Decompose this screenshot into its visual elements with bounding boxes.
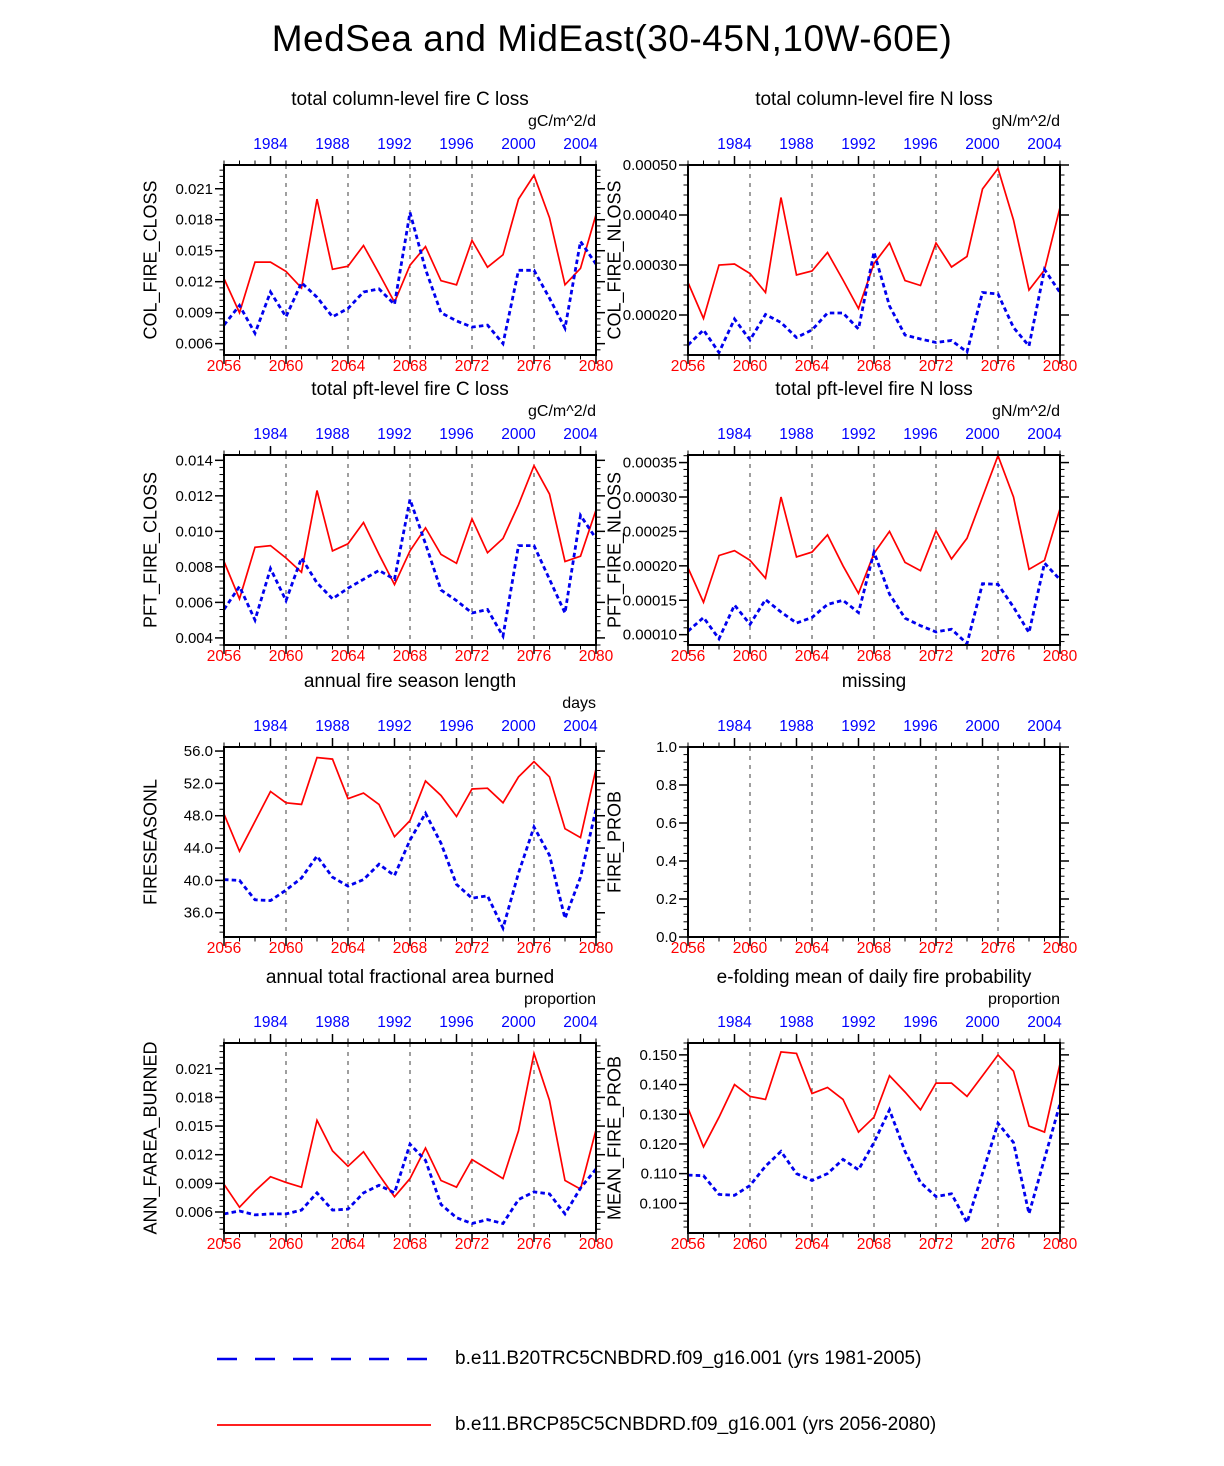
svg-text:2072: 2072 — [454, 358, 490, 375]
svg-text:1988: 1988 — [779, 718, 814, 735]
svg-text:2004: 2004 — [563, 136, 598, 153]
svg-text:2068: 2068 — [392, 1236, 428, 1253]
svg-text:0.4: 0.4 — [656, 853, 677, 870]
svg-text:2064: 2064 — [330, 1236, 366, 1253]
svg-text:2000: 2000 — [501, 136, 536, 153]
svg-text:1988: 1988 — [315, 136, 350, 153]
units-label: proportion — [523, 991, 596, 1008]
svg-text:1988: 1988 — [779, 136, 814, 153]
svg-text:2004: 2004 — [1027, 1014, 1062, 1031]
svg-text:2060: 2060 — [732, 648, 768, 665]
svg-text:0.130: 0.130 — [639, 1106, 677, 1124]
svg-text:2068: 2068 — [856, 1236, 892, 1253]
svg-text:0.008: 0.008 — [175, 558, 213, 576]
svg-text:2076: 2076 — [516, 940, 552, 957]
units-label: gC/m^2/d — [528, 113, 596, 130]
svg-text:2004: 2004 — [563, 1014, 598, 1031]
svg-text:0.00030: 0.00030 — [622, 257, 677, 274]
svg-text:1.0: 1.0 — [656, 739, 677, 756]
svg-text:2060: 2060 — [268, 648, 304, 665]
svg-text:2064: 2064 — [794, 648, 830, 665]
svg-text:2076: 2076 — [980, 940, 1016, 957]
panel-mean-fire-prob — [560, 953, 1120, 1253]
svg-text:2060: 2060 — [732, 940, 768, 957]
svg-text:1992: 1992 — [841, 426, 876, 443]
svg-text:0.00020: 0.00020 — [622, 557, 677, 575]
svg-text:1996: 1996 — [903, 718, 938, 735]
panel-title: annual total fractional area burned — [265, 967, 555, 988]
svg-text:2068: 2068 — [856, 940, 892, 957]
svg-text:40.0: 40.0 — [183, 872, 213, 890]
svg-text:52.0: 52.0 — [183, 775, 213, 793]
svg-text:0.014: 0.014 — [175, 452, 213, 470]
y-axis-label: PFT_FIRE_NLOSS — [604, 471, 625, 629]
svg-text:2004: 2004 — [1027, 426, 1062, 443]
svg-text:2080: 2080 — [578, 648, 614, 665]
svg-text:1996: 1996 — [439, 136, 474, 153]
plot-area — [560, 953, 1120, 1253]
svg-text:0.021: 0.021 — [175, 1060, 213, 1078]
svg-text:1992: 1992 — [841, 718, 876, 735]
y-axis-label: FIRESEASONL — [140, 778, 161, 906]
svg-text:48.0: 48.0 — [183, 807, 213, 825]
svg-text:36.0: 36.0 — [183, 904, 213, 922]
svg-text:44.0: 44.0 — [183, 840, 213, 858]
svg-text:2072: 2072 — [454, 1236, 490, 1253]
svg-text:0.015: 0.015 — [175, 1118, 213, 1136]
svg-text:2080: 2080 — [1042, 358, 1078, 375]
units-label: gC/m^2/d — [528, 403, 596, 420]
y-axis-label: PFT_FIRE_CLOSS — [140, 471, 161, 629]
svg-text:2068: 2068 — [856, 648, 892, 665]
svg-text:0.010: 0.010 — [175, 523, 213, 541]
panel-col-fire-nloss — [560, 75, 1120, 375]
legend-label-rcp85: b.e11.BRCP85C5CNBDRD.f09_g16.001 (yrs 2056-2080) — [455, 1414, 937, 1435]
svg-text:2000: 2000 — [965, 718, 1000, 735]
panel-title: total pft-level fire N loss — [775, 379, 973, 400]
legend-dashed-line-icon — [215, 1354, 433, 1364]
svg-text:0.00020: 0.00020 — [622, 307, 677, 324]
svg-text:1984: 1984 — [717, 136, 752, 153]
svg-text:2056: 2056 — [206, 358, 242, 375]
svg-text:0.0: 0.0 — [656, 929, 677, 946]
svg-text:2056: 2056 — [206, 940, 242, 957]
svg-text:1996: 1996 — [903, 136, 938, 153]
svg-text:2004: 2004 — [563, 426, 598, 443]
legend-label-historical: b.e11.B20TRC5CNBDRD.f09_g16.001 (yrs 1981-2005) — [455, 1348, 922, 1369]
svg-text:0.012: 0.012 — [175, 273, 213, 291]
svg-text:0.018: 0.018 — [175, 211, 213, 229]
svg-text:2056: 2056 — [670, 1236, 706, 1253]
svg-text:2080: 2080 — [578, 358, 614, 375]
svg-text:2080: 2080 — [1042, 1236, 1078, 1253]
plot-area — [560, 75, 1120, 375]
svg-text:2004: 2004 — [1027, 136, 1062, 153]
svg-text:2068: 2068 — [392, 358, 428, 375]
svg-text:0.00015: 0.00015 — [622, 592, 677, 610]
svg-text:2060: 2060 — [268, 940, 304, 957]
y-axis-label: FIRE_PROB — [604, 790, 625, 894]
svg-text:0.8: 0.8 — [656, 777, 677, 794]
svg-text:0.015: 0.015 — [175, 242, 213, 260]
y-axis-label: COL_FIRE_CLOSS — [140, 180, 161, 340]
svg-text:2068: 2068 — [392, 648, 428, 665]
svg-text:0.018: 0.018 — [175, 1089, 213, 1107]
svg-text:2064: 2064 — [330, 648, 366, 665]
svg-text:1992: 1992 — [377, 426, 412, 443]
svg-text:0.009: 0.009 — [175, 1175, 213, 1193]
svg-text:0.012: 0.012 — [175, 1146, 213, 1164]
svg-text:0.021: 0.021 — [175, 180, 213, 198]
svg-text:0.004: 0.004 — [175, 629, 213, 647]
svg-text:2056: 2056 — [670, 358, 706, 375]
units-label: gN/m^2/d — [992, 403, 1060, 420]
svg-text:1996: 1996 — [903, 426, 938, 443]
svg-text:2000: 2000 — [965, 136, 1000, 153]
svg-text:0.006: 0.006 — [175, 335, 213, 353]
svg-text:2072: 2072 — [454, 940, 490, 957]
svg-text:1988: 1988 — [779, 1014, 814, 1031]
svg-text:2000: 2000 — [965, 1014, 1000, 1031]
svg-text:2076: 2076 — [980, 358, 1016, 375]
svg-text:0.00050: 0.00050 — [622, 157, 677, 174]
svg-text:1984: 1984 — [253, 718, 288, 735]
svg-text:1988: 1988 — [779, 426, 814, 443]
svg-text:2076: 2076 — [980, 648, 1016, 665]
svg-text:0.100: 0.100 — [639, 1195, 677, 1213]
svg-text:2072: 2072 — [918, 358, 954, 375]
svg-text:1984: 1984 — [253, 1014, 288, 1031]
svg-text:1996: 1996 — [439, 1014, 474, 1031]
plot-area — [560, 657, 1120, 957]
svg-text:1988: 1988 — [315, 718, 350, 735]
svg-text:0.120: 0.120 — [639, 1135, 677, 1153]
svg-text:0.012: 0.012 — [175, 487, 213, 505]
svg-text:0.00010: 0.00010 — [622, 626, 677, 644]
svg-text:2060: 2060 — [268, 1236, 304, 1253]
svg-text:1988: 1988 — [315, 1014, 350, 1031]
svg-text:1996: 1996 — [439, 426, 474, 443]
svg-text:0.006: 0.006 — [175, 1203, 213, 1221]
svg-text:2080: 2080 — [578, 940, 614, 957]
panel-title: e-folding mean of daily fire probability — [716, 967, 1032, 988]
svg-text:0.00025: 0.00025 — [622, 523, 677, 541]
y-axis-label: MEAN_FIRE_PROB — [604, 1055, 625, 1221]
svg-text:0.00035: 0.00035 — [622, 454, 677, 472]
panel-title: total column-level fire C loss — [291, 89, 529, 110]
svg-text:1988: 1988 — [315, 426, 350, 443]
legend-solid-line-icon — [215, 1420, 433, 1430]
svg-text:1992: 1992 — [377, 718, 412, 735]
y-axis-label: ANN_FAREA_BURNED — [140, 1041, 161, 1235]
y-axis-label: COL_FIRE_NLOSS — [604, 180, 625, 340]
svg-text:0.009: 0.009 — [175, 304, 213, 322]
svg-text:2076: 2076 — [980, 1236, 1016, 1253]
svg-text:2064: 2064 — [794, 940, 830, 957]
svg-text:2080: 2080 — [1042, 940, 1078, 957]
svg-text:2064: 2064 — [794, 358, 830, 375]
svg-text:1984: 1984 — [717, 1014, 752, 1031]
panel-fire-prob-missing — [560, 657, 1120, 957]
panel-title: total column-level fire N loss — [755, 89, 993, 110]
svg-text:1984: 1984 — [253, 136, 288, 153]
svg-text:2072: 2072 — [918, 940, 954, 957]
svg-text:1996: 1996 — [903, 1014, 938, 1031]
svg-text:0.150: 0.150 — [639, 1046, 677, 1064]
svg-text:2072: 2072 — [454, 648, 490, 665]
svg-text:1984: 1984 — [717, 718, 752, 735]
svg-text:2068: 2068 — [392, 940, 428, 957]
svg-text:0.2: 0.2 — [656, 891, 677, 908]
svg-text:2056: 2056 — [670, 648, 706, 665]
plot-area — [560, 365, 1120, 665]
svg-text:0.110: 0.110 — [640, 1165, 677, 1183]
svg-text:2064: 2064 — [794, 1236, 830, 1253]
svg-text:2056: 2056 — [670, 940, 706, 957]
units-label: days — [562, 695, 596, 712]
panel-title: total pft-level fire C loss — [311, 379, 509, 400]
svg-text:1992: 1992 — [841, 136, 876, 153]
svg-text:2060: 2060 — [732, 1236, 768, 1253]
svg-text:2068: 2068 — [856, 358, 892, 375]
svg-text:2064: 2064 — [330, 940, 366, 957]
svg-text:2072: 2072 — [918, 1236, 954, 1253]
svg-text:2000: 2000 — [965, 426, 1000, 443]
svg-text:2076: 2076 — [516, 1236, 552, 1253]
panel-title: annual fire season length — [303, 671, 517, 692]
svg-text:0.140: 0.140 — [639, 1076, 677, 1094]
svg-text:2076: 2076 — [516, 648, 552, 665]
svg-text:1992: 1992 — [377, 136, 412, 153]
svg-text:2080: 2080 — [578, 1236, 614, 1253]
svg-text:2076: 2076 — [516, 358, 552, 375]
svg-text:2080: 2080 — [1042, 648, 1078, 665]
svg-text:2000: 2000 — [501, 426, 536, 443]
units-label: gN/m^2/d — [992, 113, 1060, 130]
svg-text:0.006: 0.006 — [175, 594, 213, 612]
svg-text:2004: 2004 — [1027, 718, 1062, 735]
svg-text:2056: 2056 — [206, 1236, 242, 1253]
legend-item-historical — [215, 1348, 921, 1370]
svg-text:0.00040: 0.00040 — [622, 207, 677, 224]
svg-text:2060: 2060 — [732, 358, 768, 375]
svg-text:1996: 1996 — [439, 718, 474, 735]
units-label: proportion — [987, 991, 1060, 1008]
svg-text:1984: 1984 — [717, 426, 752, 443]
legend-item-rcp85 — [215, 1414, 936, 1436]
svg-text:0.6: 0.6 — [656, 815, 677, 832]
svg-text:2064: 2064 — [330, 358, 366, 375]
svg-text:2072: 2072 — [918, 648, 954, 665]
svg-text:2056: 2056 — [206, 648, 242, 665]
svg-text:1992: 1992 — [377, 1014, 412, 1031]
page-title: MedSea and MidEast(30-45N,10W-60E) — [271, 18, 953, 59]
svg-text:2000: 2000 — [501, 718, 536, 735]
panel-title: missing — [841, 671, 907, 692]
svg-text:1992: 1992 — [841, 1014, 876, 1031]
svg-text:1984: 1984 — [253, 426, 288, 443]
panel-pft-fire-nloss — [560, 365, 1120, 665]
svg-text:56.0: 56.0 — [183, 743, 213, 761]
svg-text:2000: 2000 — [501, 1014, 536, 1031]
svg-text:2004: 2004 — [563, 718, 598, 735]
svg-text:2060: 2060 — [268, 358, 304, 375]
svg-text:0.00030: 0.00030 — [622, 488, 677, 506]
